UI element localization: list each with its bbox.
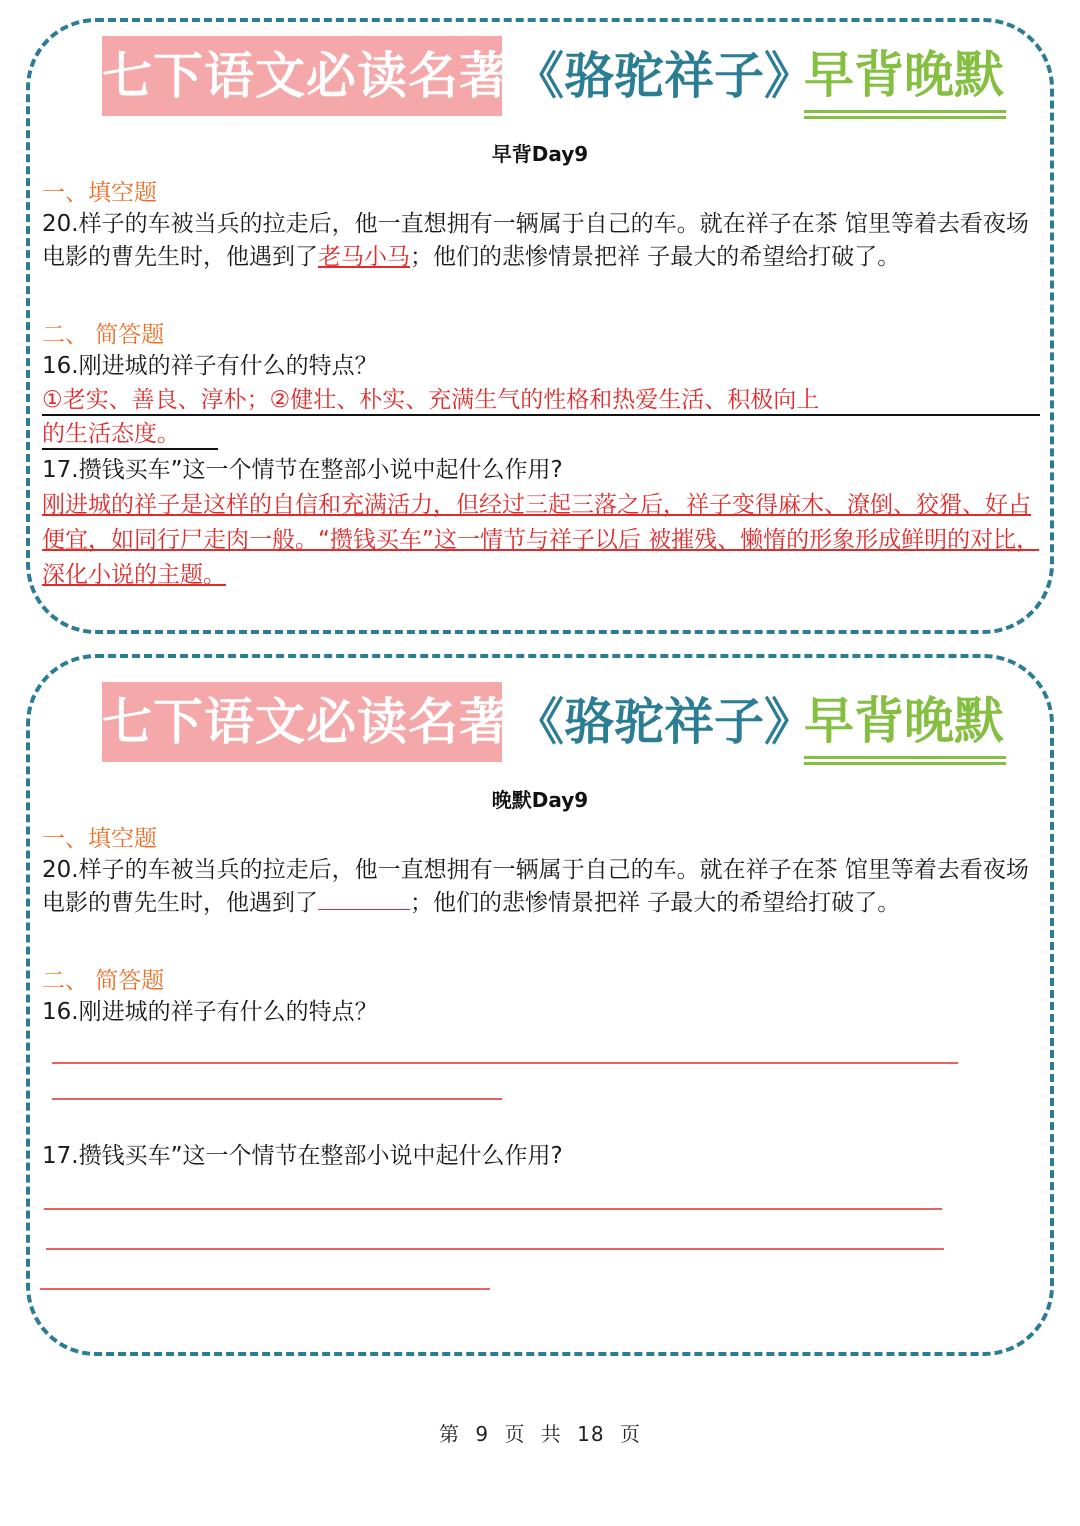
answer-writing-line[interactable]	[46, 1248, 944, 1250]
section-short-answer-heading: 二、 简答题	[42, 322, 165, 348]
answer-16-line-1: ①老实、善良、淳朴；②健壮、朴实、充满生气的性格和热爱生活、积极向上	[42, 387, 820, 413]
answer-underline	[42, 414, 1040, 416]
question-20-text-before: 20.样子的车被当兵的拉走后，他一直想拥有一辆属于自己的车。就在祥子在茶 馆里等着去看夜场电影的曹先生时，他遇到了	[42, 857, 1029, 916]
title-banner	[30, 36, 1050, 116]
title-underline	[804, 116, 1006, 119]
question-17: 17.攒钱买车”这一个情节在整部小说中起什么作用?	[42, 457, 563, 483]
question-20-answer: 老马小马	[318, 244, 410, 270]
title-part-book: 《骆驼祥子》	[514, 693, 814, 751]
title-underline	[804, 762, 1006, 765]
answer-writing-line[interactable]	[52, 1098, 502, 1100]
answer-16-line-2: 的生活态度。	[42, 421, 180, 447]
title-part-plan: 早背晚默	[804, 692, 1004, 750]
question-20-text-before: 20.样子的车被当兵的拉走后，他一直想拥有一辆属于自己的车。就在祥子在茶 馆里等着去看夜场电影的曹先生时，他遇到了	[42, 211, 1029, 270]
title-banner	[30, 682, 1050, 762]
section-fill-blank-heading: 一、填空题	[42, 180, 157, 206]
evening-card	[26, 654, 1054, 1356]
day-label: 晚默Day9	[491, 788, 589, 812]
morning-card	[26, 18, 1054, 634]
title-part-grade: 七下语文必读名著	[102, 682, 502, 762]
day-label: 早背Day9	[491, 142, 589, 166]
answer-writing-line[interactable]	[44, 1208, 942, 1210]
title-part-plan: 早背晚默	[804, 46, 1004, 104]
question-20-text-after: ；他们的悲惨情景把祥 子最大的希望给打破了。	[410, 890, 901, 916]
answer-writing-line[interactable]	[52, 1062, 958, 1064]
question-17: 17.攒钱买车”这一个情节在整部小说中起什么作用?	[42, 1143, 563, 1169]
question-16: 16.刚进城的祥子有什么的特点？	[42, 999, 378, 1025]
question-20	[42, 854, 1042, 920]
answer-blank[interactable]	[318, 889, 410, 910]
title-underline	[804, 110, 1006, 113]
title-part-book: 《骆驼祥子》	[514, 47, 814, 105]
page-number: 第 9 页 共 18 页	[439, 1422, 641, 1446]
answer-writing-line[interactable]	[40, 1288, 490, 1290]
question-16: 16.刚进城的祥子有什么的特点？	[42, 353, 378, 379]
question-20	[42, 208, 1042, 274]
answer-17-text: 刚进城的祥子是这样的自信和充满活力，但经过三起三落之后，祥子变得麻木、潦倒、狡猾、好占便宜，如同行尸走肉一般。“攒钱买车”这一情节与祥子以后 被摧残、懒惰的形象形成鲜明的对比，深化小说的主题。	[42, 492, 1040, 588]
answer-underline	[42, 448, 218, 450]
title-underline	[804, 756, 1006, 759]
title-part-grade: 七下语文必读名著	[102, 36, 502, 116]
section-fill-blank-heading: 一、填空题	[42, 826, 157, 852]
answer-17	[42, 488, 1052, 593]
section-short-answer-heading: 二、 简答题	[42, 968, 165, 994]
question-20-text-after: ；他们的悲惨情景把祥 子最大的希望给打破了。	[410, 244, 901, 270]
